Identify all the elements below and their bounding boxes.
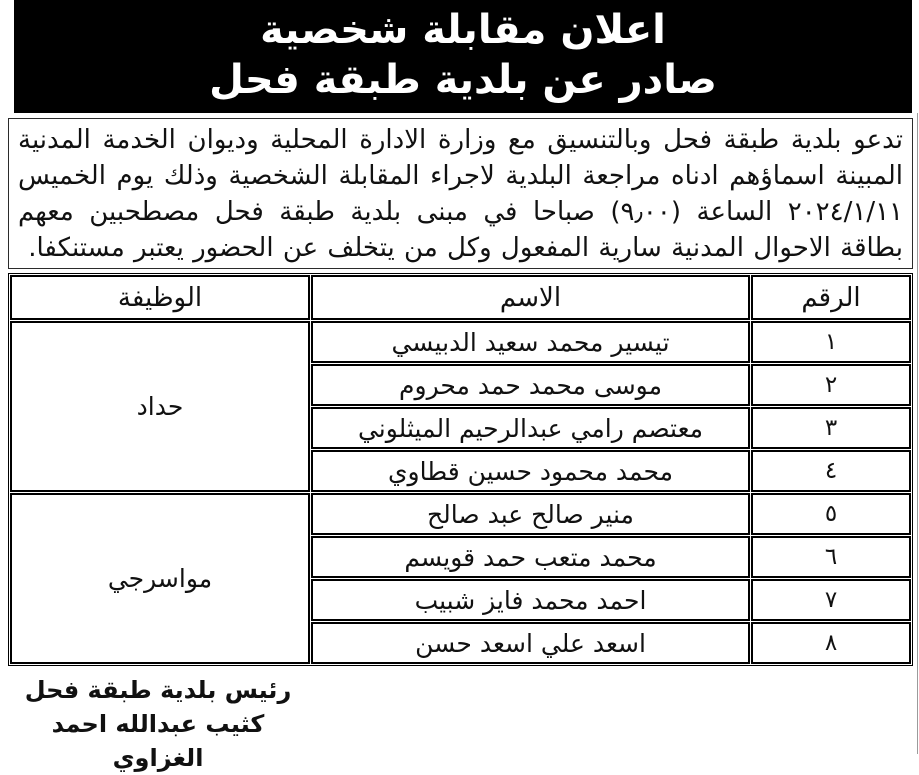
job-cell-blacksmith: حداد — [10, 321, 310, 492]
job-cell-plumber: مواسرجي — [10, 493, 310, 664]
column-header-name: الاسم — [311, 275, 750, 320]
scan-edge-line — [917, 113, 918, 754]
signature-title: رئيس بلدية طبقة فحل — [24, 676, 292, 704]
row-number: ٧ — [751, 579, 911, 621]
row-number: ٤ — [751, 450, 911, 492]
applicant-name: محمد متعب حمد قويسم — [311, 536, 750, 578]
row-number: ٢ — [751, 364, 911, 406]
row-number: ٥ — [751, 493, 911, 535]
row-number: ٨ — [751, 622, 911, 664]
signature-name: كثيب عبدالله احمد الغزاوي — [51, 710, 265, 772]
column-header-number: الرقم — [751, 275, 911, 320]
applicant-name: معتصم رامي عبدالرحيم الميثلوني — [311, 407, 750, 449]
headline-banner — [14, 0, 912, 113]
headline-line-2: صادر عن بلدية طبقة فحل — [209, 57, 717, 103]
table-header-row — [10, 275, 911, 320]
table-row — [10, 321, 911, 363]
signature-block — [8, 673, 308, 775]
applicant-name: محمد محمود حسين قطاوي — [311, 450, 750, 492]
intro-paragraph-box — [8, 118, 913, 269]
table-row — [10, 493, 911, 535]
intro-paragraph: تدعو بلدية طبقة فحل وبالتنسيق مع وزارة الادارة المحلية وديوان الخدمة المدنية المبينة اسماؤهم ادناه مراجعة البلدية لاجراء المقابلة الشخصية وذلك يوم الخميس ٢٠٢٤/١/١١ الساعة (٩٫٠٠) صباحا في مبنى بلدية طبقة فحل مصطحبين معهم بطاقة الاحوال المدنية سارية المفعول وكل من يتخلف عن الحضور يعتبر مستنكفا. — [18, 125, 904, 263]
row-number: ١ — [751, 321, 911, 363]
headline-line-1: اعلان مقابلة شخصية — [260, 7, 666, 53]
applicant-name: اسعد علي اسعد حسن — [311, 622, 750, 664]
row-number: ٦ — [751, 536, 911, 578]
applicant-name: احمد محمد فايز شبيب — [311, 579, 750, 621]
applicant-name: منير صالح عبد صالح — [311, 493, 750, 535]
applicants-table — [8, 273, 913, 666]
row-number: ٣ — [751, 407, 911, 449]
applicant-name: تيسير محمد سعيد الدبيسي — [311, 321, 750, 363]
applicant-name: موسى محمد حمد محروم — [311, 364, 750, 406]
column-header-job: الوظيفة — [10, 275, 310, 320]
